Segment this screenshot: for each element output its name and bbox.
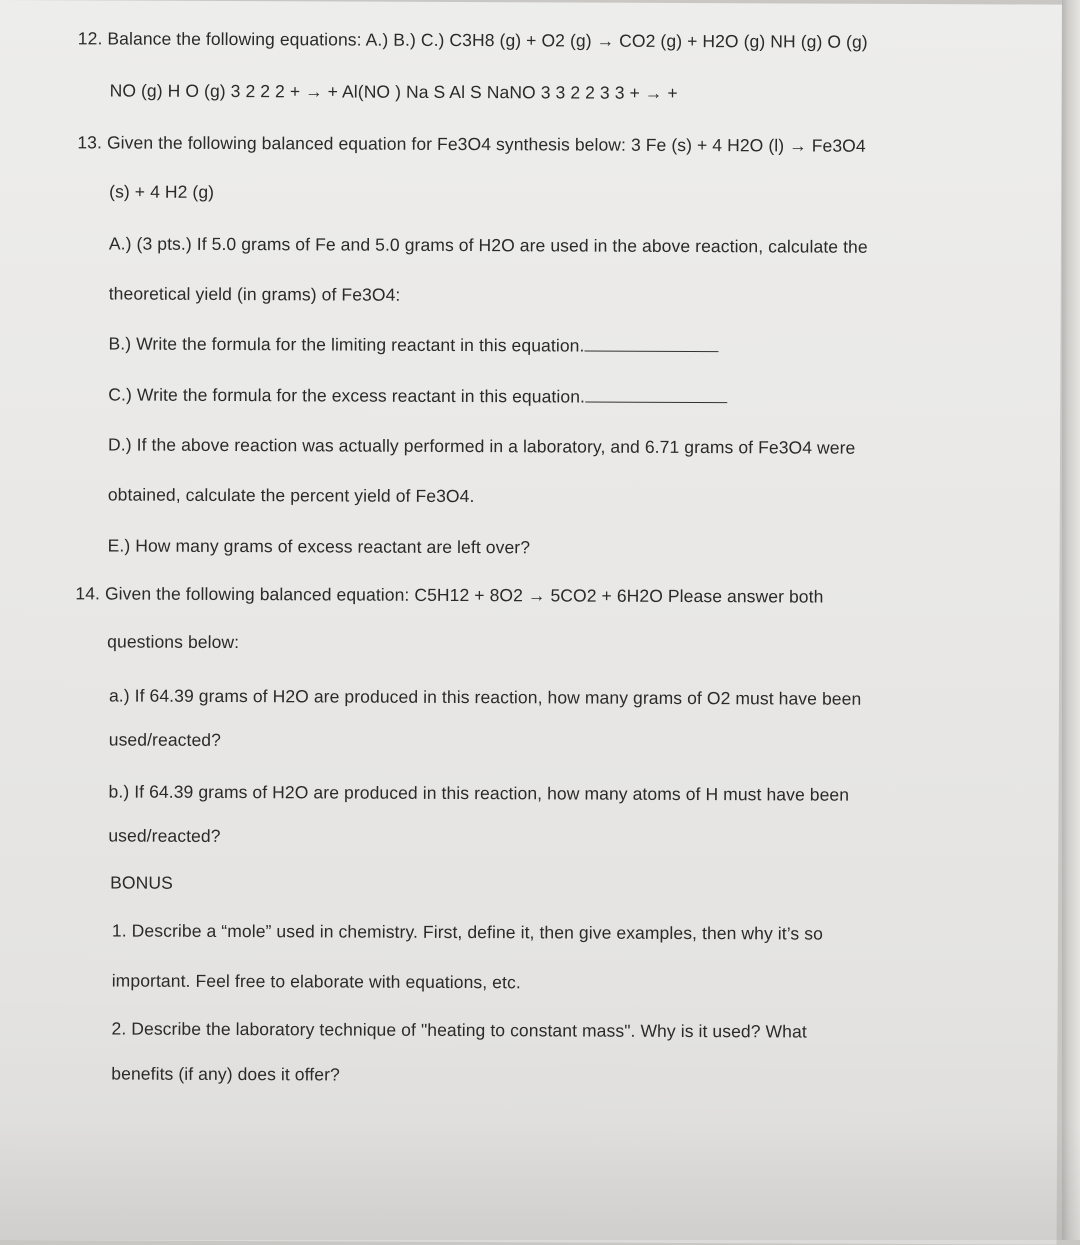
page-bottom-shadow bbox=[0, 1120, 1080, 1240]
q13-line-1: 13. Given the following balanced equation for Fe3O4 synthesis below: 3 Fe (s) + 4 H2O (l) → Fe3O4 bbox=[77, 132, 866, 156]
bonus-q2-line-2: benefits (if any) does it offer? bbox=[111, 1063, 340, 1085]
q13-c-text: C.) Write the formula for the excess reactant in this equation. bbox=[108, 384, 586, 407]
q14-a-line-1: a.) If 64.39 grams of H2O are produced in this reaction, how many grams of O2 must have been bbox=[108, 685, 862, 709]
q13-a-line-2: theoretical yield (in grams) of Fe3O4: bbox=[108, 283, 401, 305]
q13-b-text: B.) Write the formula for the limiting reactant in this equation. bbox=[108, 333, 585, 356]
q13-c bbox=[108, 384, 727, 408]
q14-b-line-1: b.) If 64.39 grams of H2O are produced in this reaction, how many atoms of H must have been bbox=[108, 781, 850, 805]
bonus-q1-line-1: 1. Describe a “mole” used in chemistry. First, define it, then give examples, then why it’s so bbox=[111, 920, 823, 944]
q12-line-1: 12. Balance the following equations: A.) B.) C.) C3H8 (g) + O2 (g) → CO2 (g) + H2O (g) NH (g) O (g) bbox=[77, 28, 868, 52]
q14-line-2: questions below: bbox=[107, 631, 240, 653]
answer-blank-excess bbox=[585, 388, 727, 404]
q13-d-line-2: obtained, calculate the percent yield of Fe3O4. bbox=[107, 484, 475, 507]
answer-blank-limiting bbox=[584, 337, 718, 353]
q14-line-1: 14. Given the following balanced equation: C5H12 + 8O2 → 5CO2 + 6H2O Please answer both bbox=[75, 583, 824, 607]
q12-line-2: NO (g) H O (g) 3 2 2 2 + → + Al(NO ) Na S Al S NaNO 3 3 2 2 3 3 + → + bbox=[109, 80, 678, 103]
q13-d-line-1: D.) If the above reaction was actually performed in a laboratory, and 6.71 grams of Fe3O4 were bbox=[108, 434, 856, 458]
q13-a-line-1: A.) (3 pts.) If 5.0 grams of Fe and 5.0 grams of H2O are used in the above reaction, calculate the bbox=[108, 233, 868, 257]
bonus-q1-line-2: important. Feel free to elaborate with equations, etc. bbox=[111, 970, 521, 993]
bonus-heading: BONUS bbox=[110, 872, 173, 893]
bonus-q2-line-1: 2. Describe the laboratory technique of "heating to constant mass". Why is it used? What bbox=[111, 1018, 807, 1042]
q13-b bbox=[108, 333, 718, 357]
q14-a-line-2: used/reacted? bbox=[108, 729, 222, 750]
q13-e: E.) How many grams of excess reactant are left over? bbox=[107, 535, 531, 558]
page-edge-shadow bbox=[1062, 0, 1080, 1240]
q14-b-line-2: used/reacted? bbox=[108, 825, 221, 846]
q13-line-2: (s) + 4 H2 (g) bbox=[109, 181, 215, 202]
